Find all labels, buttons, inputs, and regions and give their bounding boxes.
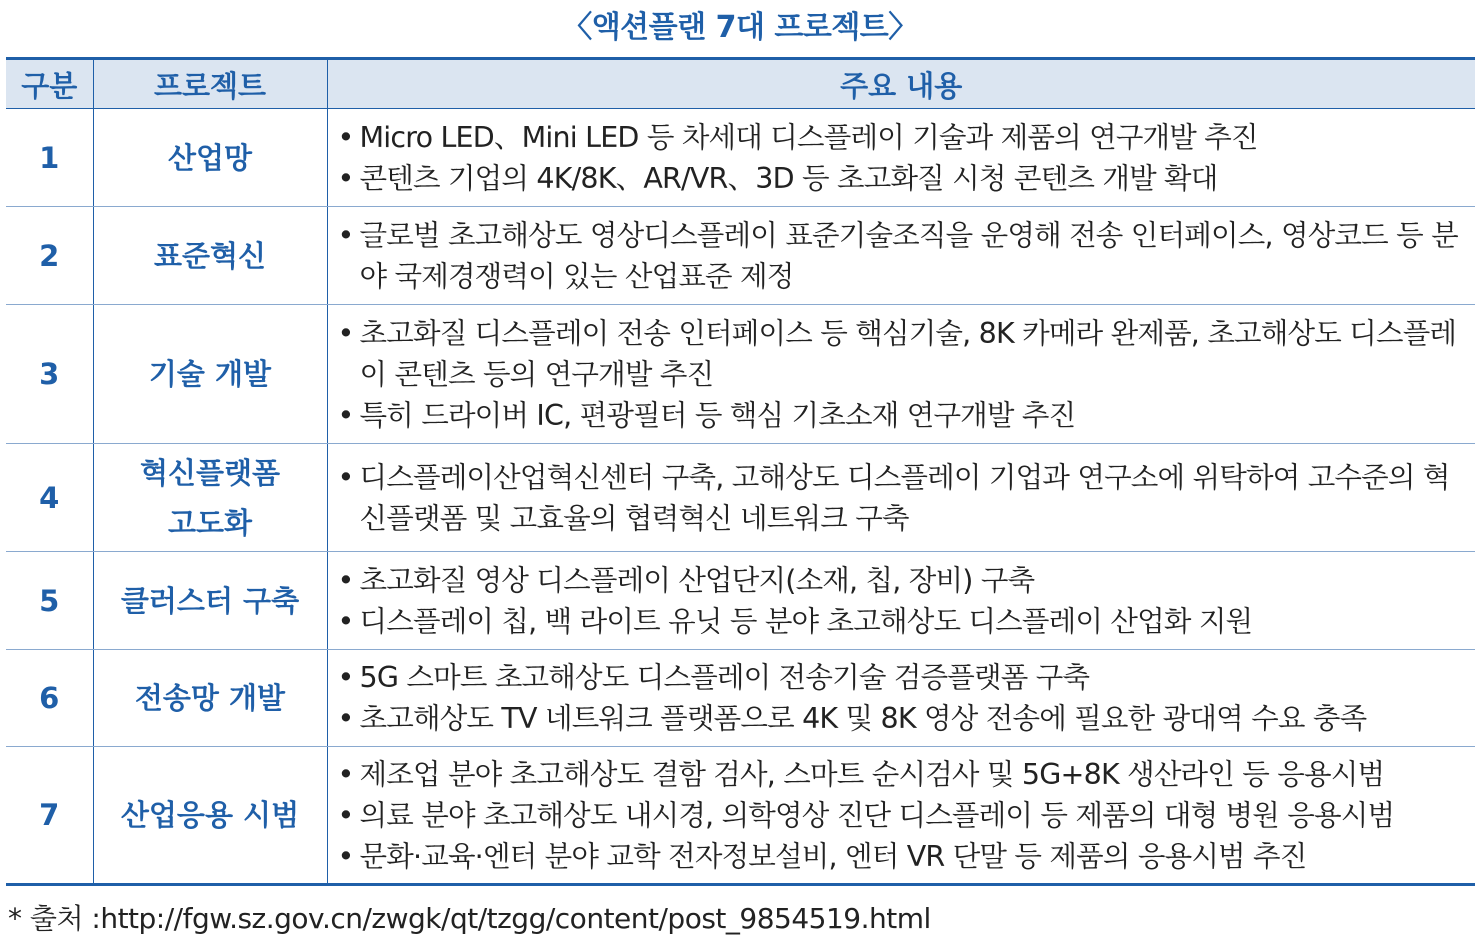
project-name: 표준혁신 (93, 207, 327, 305)
project-name: 전송망 개발 (93, 650, 327, 747)
table-row (6, 207, 1475, 305)
header-project: 프로젝트 (93, 59, 327, 109)
project-content (327, 305, 1475, 444)
table-title: 〈액션플랜 7대 프로젝트〉 (562, 10, 918, 45)
content-item: • Micro LED、Mini LED 등 차세대 디스플레이 기술과 제품의 연구개발 추진 (338, 117, 1470, 158)
table-row (6, 552, 1475, 650)
project-content (327, 109, 1475, 207)
row-number: 5 (6, 552, 93, 650)
content-item: • 디스플레이 칩, 백 라이트 유닛 등 분야 초고해상도 디스플레이 산업화 지원 (338, 601, 1470, 642)
project-name (93, 444, 327, 552)
content-item: • 콘텐츠 기업의 4K/8K、AR/VR、3D 등 초고화질 시청 콘텐츠 개발 확대 (338, 158, 1470, 199)
content-item: • 특히 드라이버 IC, 편광필터 등 핵심 기초소재 연구개발 추진 (338, 395, 1470, 436)
row-number: 2 (6, 207, 93, 305)
project-content (327, 747, 1475, 885)
header-content: 주요 내용 (327, 59, 1475, 109)
table-row (6, 444, 1475, 552)
content-item: • 제조업 분야 초고해상도 결함 검사, 스마트 순시검사 및 5G+8K 생산라인 등 응용시범 (338, 754, 1470, 795)
table-row (6, 747, 1475, 885)
content-item: • 초고해상도 TV 네트워크 플랫폼으로 4K 및 8K 영상 전송에 필요한 광대역 수요 충족 (338, 698, 1470, 739)
table-row (6, 650, 1475, 747)
row-number: 7 (6, 747, 93, 885)
project-name: 기술 개발 (93, 305, 327, 444)
content-item: • 글로벌 초고해상도 영상디스플레이 표준기술조직을 운영해 전송 인터페이스, 영상코드 등 분야 국제경쟁력이 있는 산업표준 제정 (338, 215, 1470, 297)
row-number: 1 (6, 109, 93, 207)
project-name-line: 고도화 (167, 505, 253, 540)
content-item: • 초고화질 영상 디스플레이 산업단지(소재, 칩, 장비) 구축 (338, 560, 1470, 601)
source-note: * 출처 :http://fgw.sz.gov.cn/zwgk/qt/tzgg/content/post_9854519.html (8, 902, 931, 935)
project-content (327, 207, 1475, 305)
content-item: • 문화·교육·엔터 분야 교학 전자정보설비, 엔터 VR 단말 등 제품의 응용시범 추진 (338, 836, 1470, 877)
project-name: 산업망 (93, 109, 327, 207)
project-content (327, 650, 1475, 747)
project-content (327, 552, 1475, 650)
content-item: • 의료 분야 초고해상도 내시경, 의학영상 진단 디스플레이 등 제품의 대형 병원 응용시범 (338, 795, 1470, 836)
content-item: • 초고화질 디스플레이 전송 인터페이스 등 핵심기술, 8K 카메라 완제품, 초고해상도 디스플레이 콘텐츠 등의 연구개발 추진 (338, 313, 1470, 395)
table-row (6, 109, 1475, 207)
row-number: 4 (6, 444, 93, 552)
projects-table (6, 57, 1475, 886)
project-name: 클러스터 구축 (93, 552, 327, 650)
content-item: • 5G 스마트 초고해상도 디스플레이 전송기술 검증플랫폼 구축 (338, 657, 1470, 698)
header-row (6, 59, 1475, 109)
project-name: 산업응용 시범 (93, 747, 327, 885)
project-content (327, 444, 1475, 552)
table-row (6, 305, 1475, 444)
row-number: 3 (6, 305, 93, 444)
project-name-line: 혁신플랫폼 (139, 455, 281, 490)
row-number: 6 (6, 650, 93, 747)
header-category: 구분 (6, 59, 93, 109)
content-item: • 디스플레이산업혁신센터 구축, 고해상도 디스플레이 기업과 연구소에 위탁하여 고수준의 혁신플랫폼 및 고효율의 협력혁신 네트워크 구축 (338, 457, 1470, 539)
